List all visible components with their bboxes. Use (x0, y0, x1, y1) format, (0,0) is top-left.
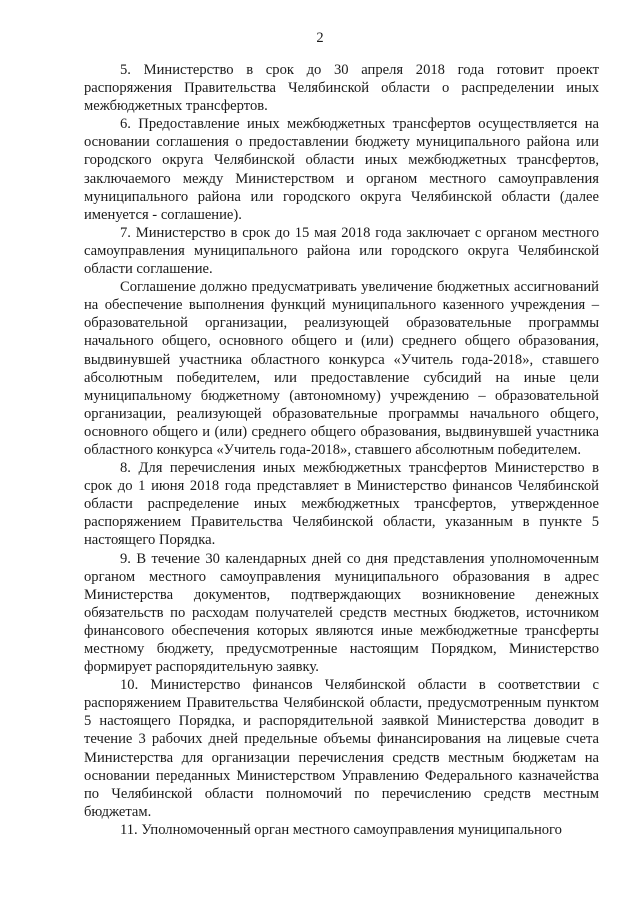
paragraph-item-10: 10. Министерство финансов Челябинской области в соответствии с распоряжением Правительства Челябинской области, предусмотренным пунктом 5 настоящего Порядка, и распорядительной заявкой Министерства доводит в течение 3 рабочих дней предельные объемы финансирования на лицевые счета Министерства для организации перечисления средств местным бюджетам на основании переданных Министерством Управлению Федерального казначейства по Челябинской области полномочий по перечислению средств местным бюджетам. (84, 677, 599, 820)
paragraph-item-7: 7. Министерство в срок до 15 мая 2018 года заключает с органом местного самоуправления муниципального района или городского округа Челябинской области соглашение. (84, 224, 599, 278)
paragraph-item-6: 6. Предоставление иных межбюджетных трансфертов осуществляется на основании соглашения о предоставлении бюджету муниципального района или городского округа Челябинской области иных межбюджетных трансфертов, заключаемого между Министерством и органом местного самоуправления муниципального района или городского округа Челябинской области (далее именуется - соглашение). (84, 116, 599, 223)
paragraph-item-8: 8. Для перечисления иных межбюджетных трансфертов Министерство в срок до 1 июня 2018 года представляет в Министерство финансов Челябинской области распределение иных межбюджетных трансфертов, утвержденное распоряжением Правительства Челябинской области, указанным в пункте 5 настоящего Порядка. (84, 460, 599, 549)
paragraph-item-11: 11. Уполномоченный орган местного самоуправления муниципального (120, 821, 562, 838)
paragraph-agreement: Соглашение должно предусматривать увеличение бюджетных ассигнований на обеспечение выполнения функций муниципального казенного учреждения – образовательной организации, реализующей образовательные программы начального общего, основного общего и (или) среднего общего образования, выдвинувшей участника областного конкурса «Учитель года-2018», ставшего абсолютным победителем, или предоставление субсидий на иные цели муниципальному бюджетному (автономному) учреждению – образовательной организации, реализующей образовательные программы начального общего, основного общего и (или) среднего общего образования, выдвинувшей участника областного конкурса «Учитель года-2018», ставшего абсолютным победителем. (84, 279, 599, 458)
page-number: 2 (316, 30, 324, 46)
paragraph-item-5: 5. Министерство в срок до 30 апреля 2018 года готовит проект распоряжения Правительства Челябинской области о распределении иных межбюджетных трансфертов. (84, 62, 599, 115)
document-body (84, 61, 599, 839)
paragraph-item-9: 9. В течение 30 календарных дней со дня представления уполномоченным органом местного самоуправления муниципального образования в адрес Министерства документов, подтверждающих возникновение денежных обязательств по расходам получателей средств местных бюджетов, источником финансового обеспечения которых являются иные межбюджетные трансферты местному бюджету, предусмотренные настоящим Порядком, Министерство формирует распорядительную заявку. (84, 550, 599, 676)
